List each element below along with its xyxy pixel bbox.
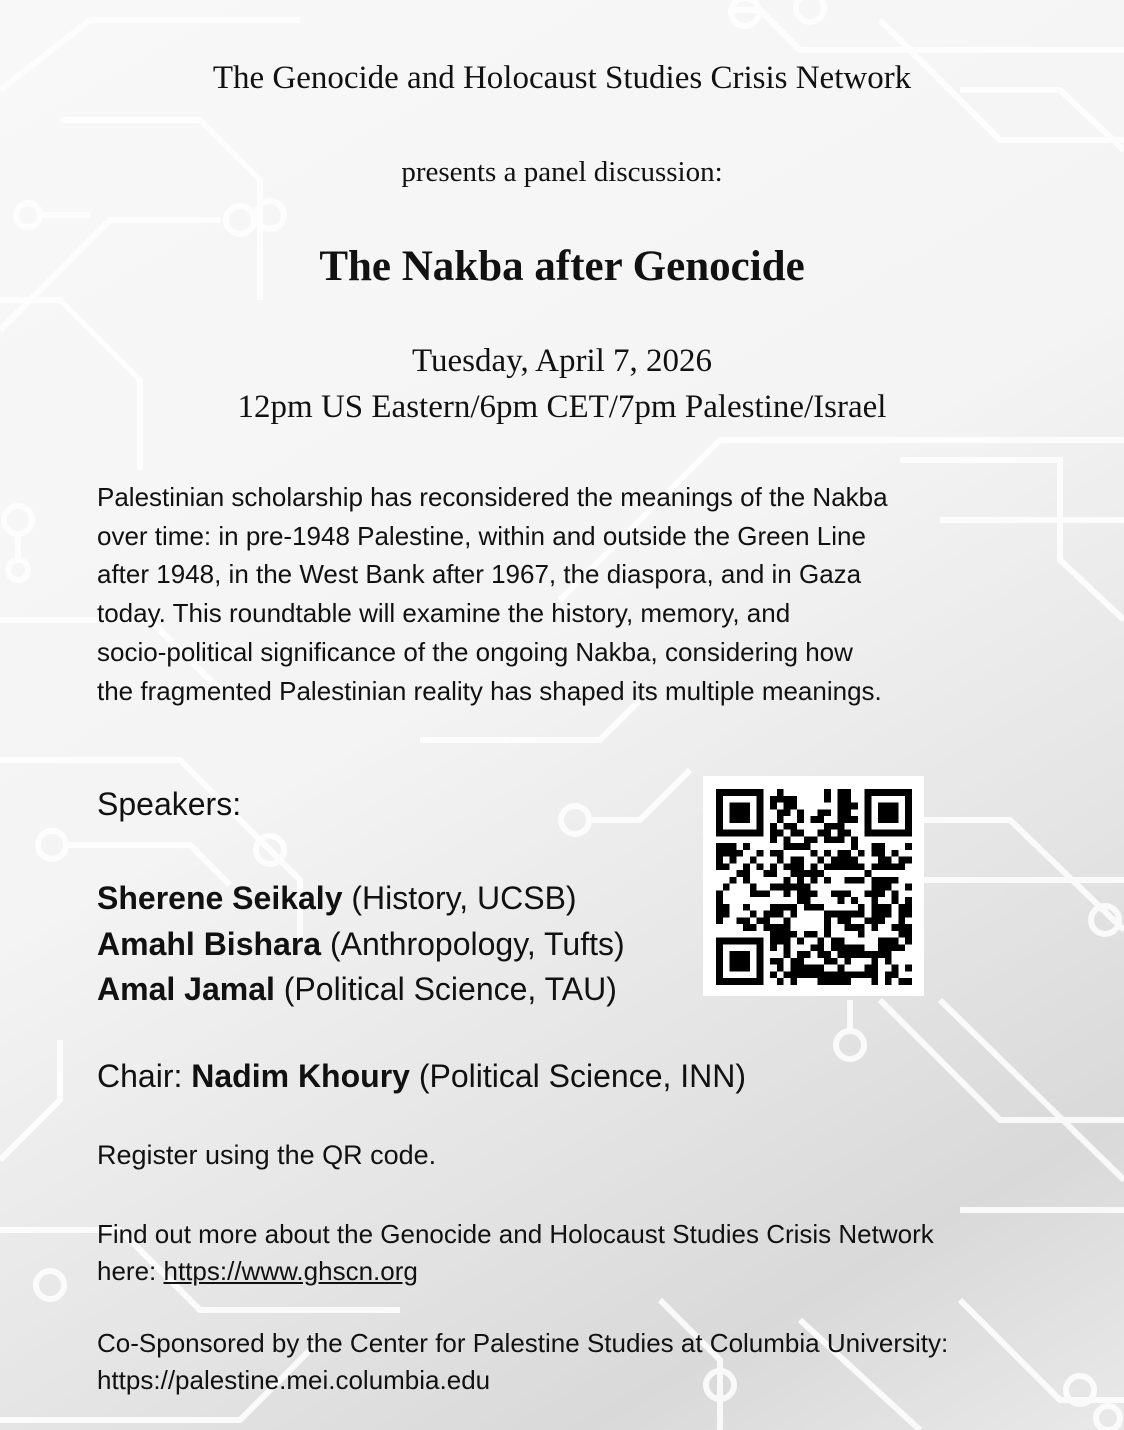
speaker-name: Amal Jamal xyxy=(97,971,275,1007)
event-title: The Nakba after Genocide xyxy=(319,243,805,290)
description-line: Palestinian scholarship has reconsidered the meanings of the Nakba xyxy=(97,482,888,512)
chair-label: Chair: xyxy=(97,1058,183,1094)
speaker-name: Sherene Seikaly xyxy=(97,880,343,916)
event-description xyxy=(97,478,1037,710)
more-info-line: Find out more about the Genocide and Holocaust Studies Crisis Network xyxy=(97,1219,934,1249)
chair-line xyxy=(97,1058,746,1095)
description-line: after 1948, in the West Bank after 1967, the diaspora, and in Gaza xyxy=(97,559,862,590)
presents-line: presents a panel discussion: xyxy=(401,156,723,188)
cosponsor-url: https://palestine.mei.columbia.edu xyxy=(97,1365,491,1395)
more-info xyxy=(97,1216,1057,1290)
more-info-link-line xyxy=(97,1253,1057,1290)
cosponsor xyxy=(97,1325,1087,1399)
event-date: Tuesday, April 7, 2026 xyxy=(411,343,713,379)
speaker-name: Amahl Bishara xyxy=(97,925,322,962)
chair-name: Nadim Khoury xyxy=(191,1058,410,1094)
speaker-item xyxy=(97,876,625,922)
speakers-heading: Speakers: xyxy=(97,786,242,822)
cosponsor-line: Co-Sponsored by the Center for Palestine Studies at Columbia University: xyxy=(97,1328,949,1358)
speaker-affiliation: (Political Science, TAU) xyxy=(283,971,617,1007)
organization-name: The Genocide and Holocaust Studies Crisis Network xyxy=(212,60,912,96)
chair-affiliation: (Political Science, INN) xyxy=(418,1058,747,1094)
speaker-item xyxy=(97,967,625,1013)
description-line: today. This roundtable will examine the history, memory, and xyxy=(97,598,791,629)
event-date-time xyxy=(0,338,1124,430)
speaker-item xyxy=(97,922,625,968)
ghscn-link[interactable]: https://www.ghscn.org xyxy=(163,1256,418,1286)
speaker-affiliation: (History, UCSB) xyxy=(351,880,577,916)
speakers-list xyxy=(97,876,625,1013)
qr-code-icon[interactable] xyxy=(716,789,912,985)
more-info-prefix: here: xyxy=(97,1256,157,1286)
description-line: over time: in pre-1948 Palestine, within and outside the Green Line xyxy=(97,520,866,551)
qr-code-frame[interactable] xyxy=(703,776,924,996)
event-time: 12pm US Eastern/6pm CET/7pm Palestine/Israel xyxy=(237,389,887,425)
speaker-affiliation: (Anthropology, Tufts) xyxy=(329,925,625,962)
register-note: Register using the QR code. xyxy=(97,1140,437,1170)
description-line: socio-political significance of the ongoing Nakba, considering how xyxy=(97,636,853,667)
description-line: the fragmented Palestinian reality has shaped its multiple meanings. xyxy=(97,675,882,706)
